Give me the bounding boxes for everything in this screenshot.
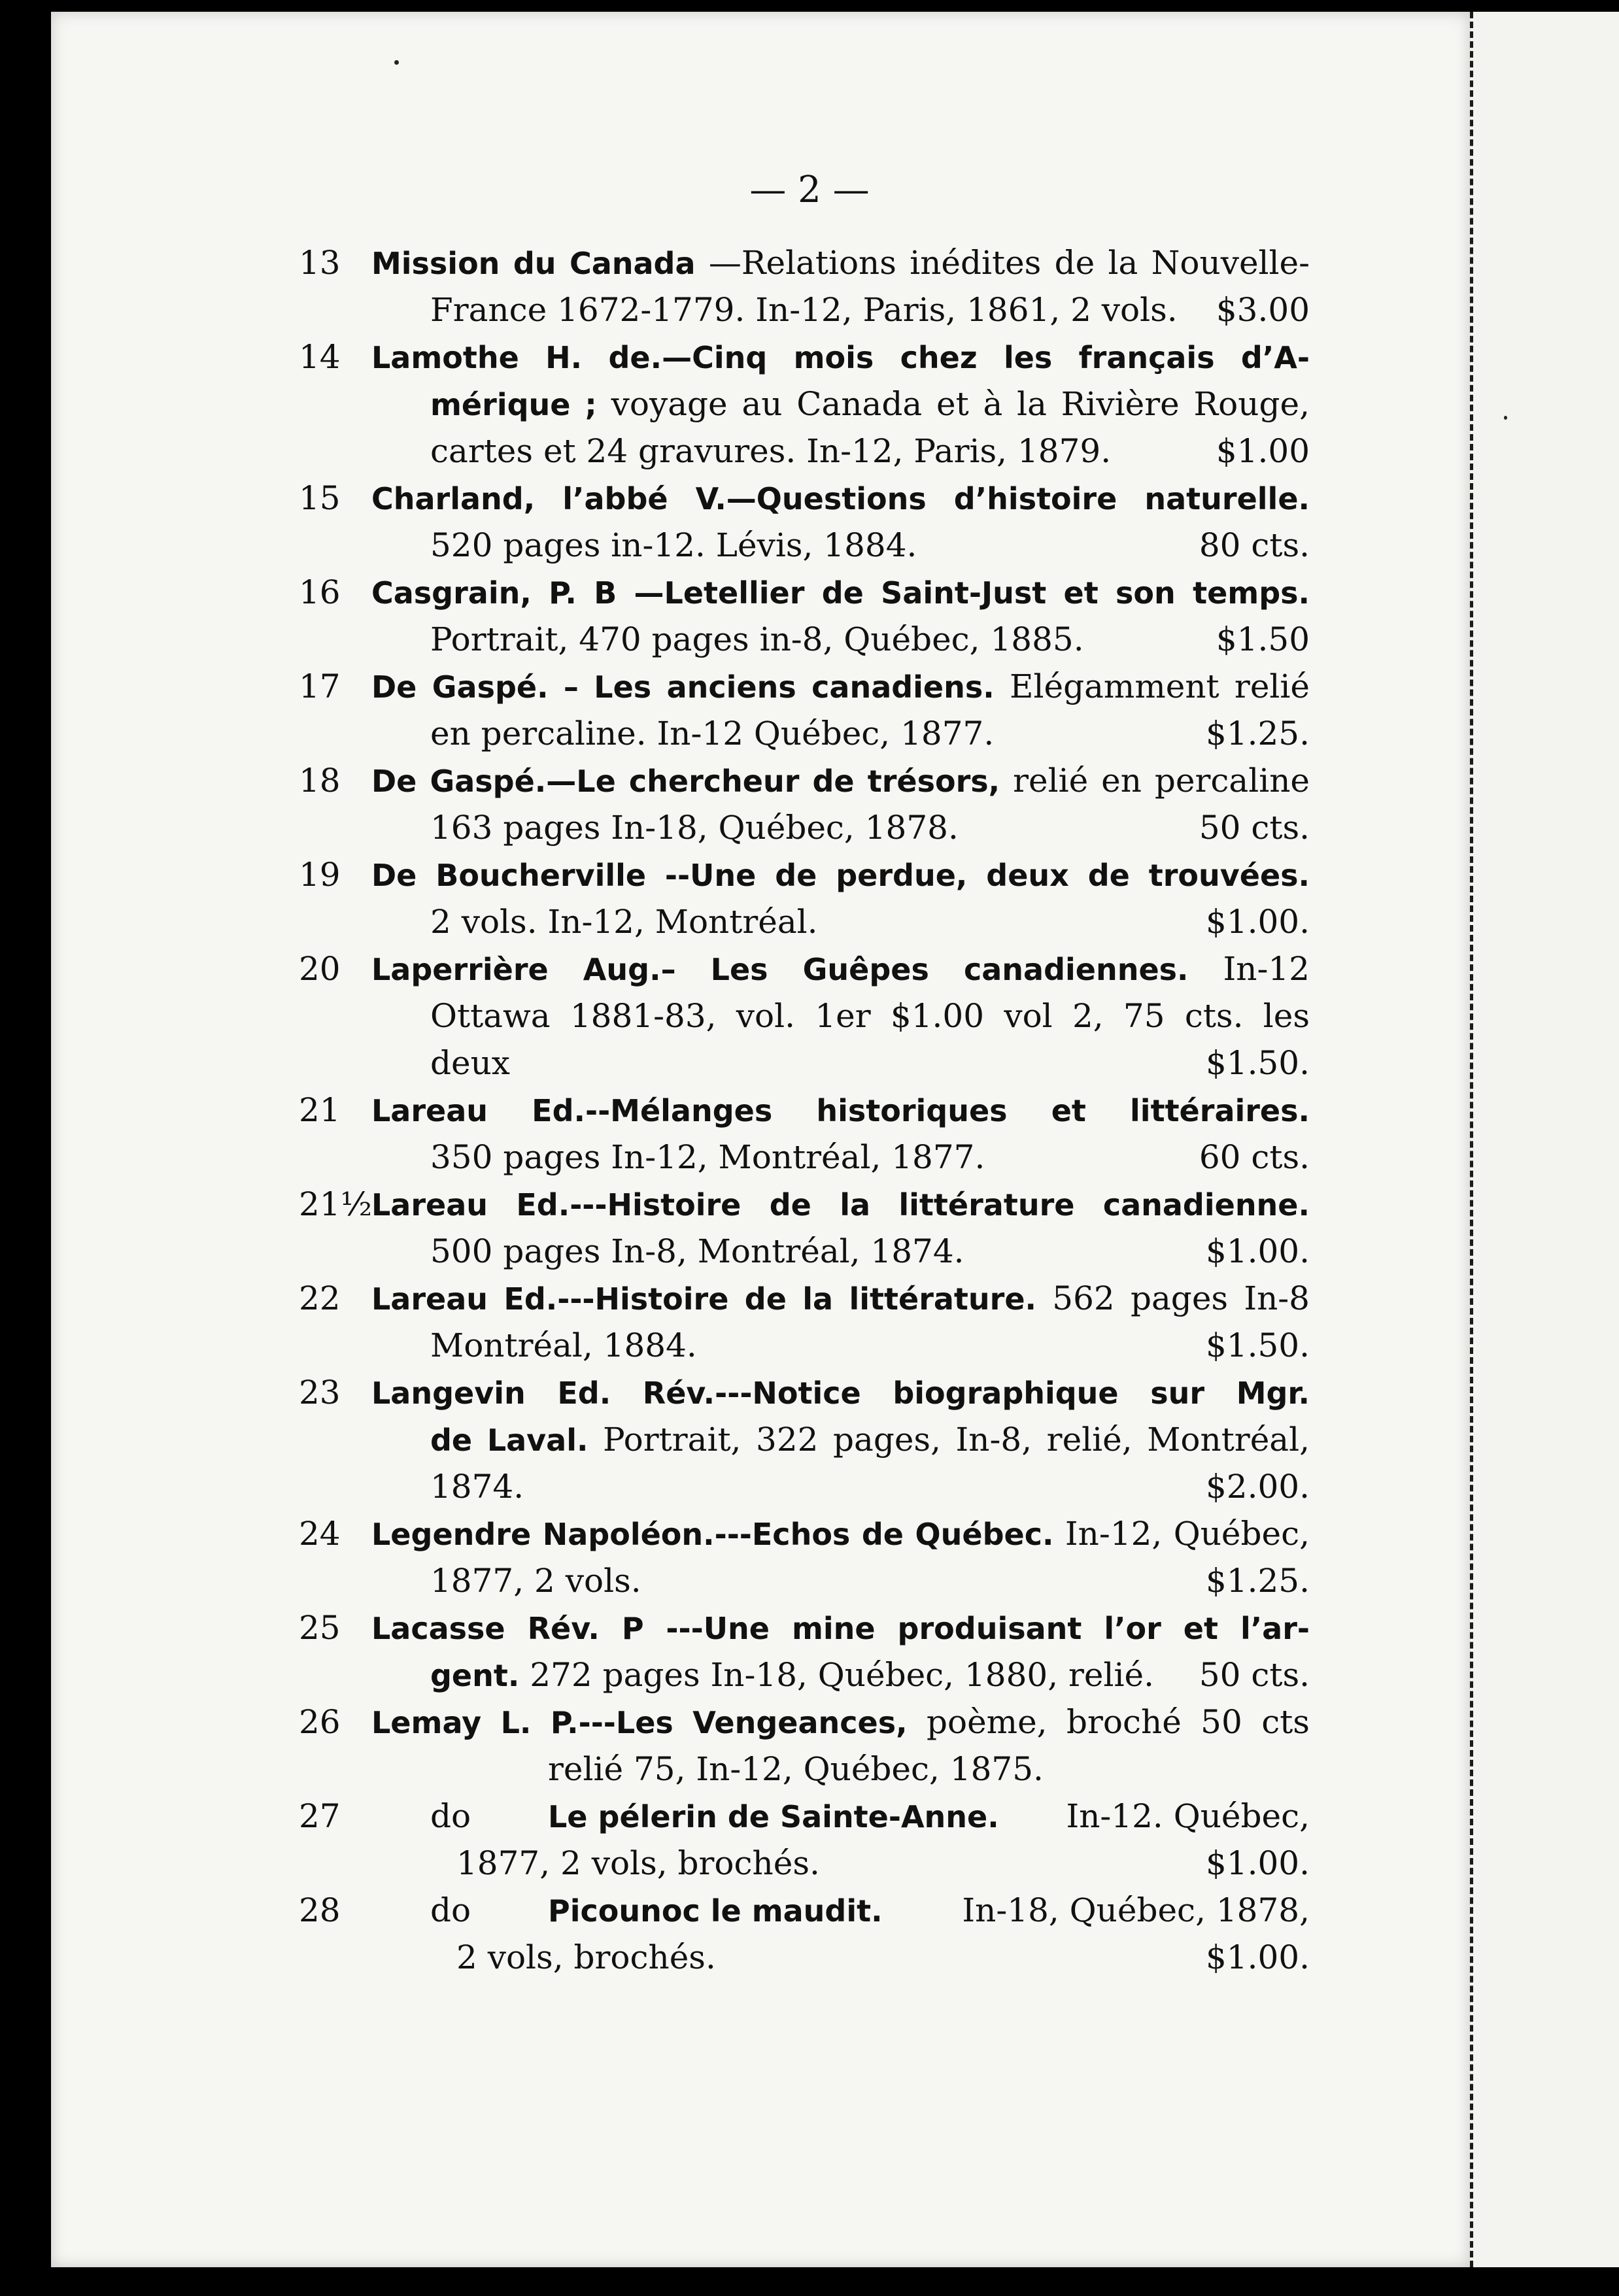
entry-details: Montréal, 1884. [430,1326,697,1364]
catalog-entry-27 [299,1793,1310,1887]
entry-price: 60 cts. [1199,1138,1310,1176]
catalog-entry-20 [299,945,1310,1087]
entry-title: – Les Guêpes canadiennes. [660,952,1189,987]
entry-description: poème, broché 50 cts [926,1703,1310,1741]
entry-description: In-12. Québec, [1066,1797,1310,1835]
entry-details: Portrait, 470 pages in-8, Québec, 1885. [430,620,1084,658]
entry-title: ---Une mine produisant l’or et l’ar- [666,1611,1310,1646]
entry-author: De Boucherville [371,858,647,893]
entry-details: 1874. [430,1468,524,1506]
entry-price: $1.00. [1205,1938,1310,1976]
entry-details: 163 pages In-18, Québec, 1878. [430,809,959,847]
entry-author: Lareau Ed. [371,1187,570,1223]
entry-details: 272 pages In-18, Québec, 1880, relié. [530,1656,1154,1694]
entry-details: voyage au Canada et à la Rivière Rouge, [611,385,1310,423]
entry-price: $1.00 [1216,432,1310,470]
entry-title: ---Notice biographique sur Mgr. [715,1376,1310,1411]
entry-description: In-18, Québec, 1878, [962,1891,1310,1929]
ditto-mark: do [430,1891,471,1929]
entry-author: Lareau Ed. [371,1093,585,1128]
catalog-entry-21 [299,1087,1310,1181]
entry-details: cartes et 24 gravures. In-12, Paris, 1879. [430,432,1112,470]
entry-title-continued: de Laval. [430,1423,588,1458]
entry-details: Portrait, 322 pages, In-8, relié, Montréal, [603,1421,1310,1459]
catalog-entry-22 [299,1275,1310,1369]
entry-title: —Questions d’histoire naturelle. [726,481,1310,516]
entry-number: 28 [299,1891,341,1929]
entry-details: 520 pages in-12. Lévis, 1884. [430,526,917,564]
entry-author: De Gaspé. [371,764,547,799]
entry-price: $3.00 [1216,291,1310,329]
entry-number: 13 [299,244,341,282]
entry-details: 2 vols. In-12, Montréal. [430,903,818,941]
entry-number: 21 [299,1091,341,1129]
ink-speck [394,60,399,65]
entry-title: —Cinq mois chez les français d’A- [662,340,1310,375]
catalog-entry-19 [299,851,1310,945]
catalog-entry-18 [299,757,1310,851]
entry-title: Picounoc le maudit. [548,1893,883,1929]
entry-author: De Gaspé. [371,669,549,705]
entry-title: ---Histoire de la littérature. [557,1281,1037,1317]
entry-number: 25 [299,1609,341,1647]
entry-description: relié en percaline [1013,762,1310,800]
entry-price: $1.50 [1216,620,1310,658]
entry-title: – Les anciens canadiens. [563,669,995,705]
entry-price: $1.25. [1205,1562,1310,1600]
entry-number: 24 [299,1515,341,1553]
page-number: — 2 — [749,169,870,211]
entry-price: $1.25. [1205,715,1310,752]
entry-title: ---Histoire de la littérature canadienne. [570,1187,1310,1223]
entry-title: --Mélanges historiques et littéraires. [585,1093,1310,1128]
entry-price: 50 cts. [1199,809,1310,847]
entry-number: 20 [299,950,341,988]
entry-number: 23 [299,1374,341,1411]
entry-title-continued: gent. [430,1658,520,1693]
adjacent-page-edge [1470,12,1619,2267]
entry-author: Charland, l’abbé V. [371,481,726,516]
catalog-entry-28 [299,1887,1310,1981]
entry-number: 19 [299,856,341,894]
entry-author: Lamothe H. de. [371,340,662,375]
catalog-entry-26 [299,1698,1310,1793]
catalog-entry-24 [299,1510,1310,1604]
entry-details: France 1672-1779. In-12, Paris, 1861, 2 vols. [430,291,1178,329]
entry-number: 15 [299,479,341,517]
entry-price: $1.00. [1205,1844,1310,1882]
entry-description: —Relations inédites de la Nouvelle- [708,244,1310,282]
entry-price: $1.00. [1205,903,1310,941]
entry-details: 1877, 2 vols, brochés. [456,1844,820,1882]
entry-title-continued: mérique ; [430,387,597,422]
entry-author: Mission du Canada [371,246,696,281]
entry-price: 50 cts. [1199,1656,1310,1694]
entry-description: Elégamment relié [1010,667,1310,705]
ink-speck [1504,416,1507,420]
entry-description: In-12 [1223,950,1310,988]
entry-description: 562 pages In-8 [1052,1279,1310,1317]
entry-number: 14 [299,338,341,376]
catalog-entry-16 [299,569,1310,663]
entry-details: 1877, 2 vols. [430,1562,641,1600]
catalog-entry-25 [299,1604,1310,1698]
entry-number: 17 [299,667,341,705]
entry-number: 26 [299,1703,341,1741]
entry-details: 500 pages In-8, Montréal, 1874. [430,1232,964,1270]
entry-details: 2 vols, brochés. [456,1938,716,1976]
entry-number: 27 [299,1797,341,1835]
entry-price: 80 cts. [1199,526,1310,564]
catalog-entry-13 [299,239,1310,333]
entry-title: Le pélerin de Sainte-Anne. [548,1799,999,1834]
entry-title: --Une de perdue, deux de trouvées. [664,858,1310,893]
entry-number: 21½ [299,1185,373,1223]
entry-description: In-12, Québec, [1065,1515,1310,1553]
entry-author: Langevin Ed. Rév. [371,1376,715,1411]
entry-author: Laperrière Aug. [371,952,661,987]
entry-number: 16 [299,573,341,611]
entry-title: —Le chercheur de trésors, [546,764,1000,799]
catalog-entry-17 [299,663,1310,757]
entry-number: 18 [299,762,341,800]
catalog-entry-23 [299,1369,1310,1510]
entry-author: Lemay L. P. [371,1705,579,1740]
entry-author: Lacasse Rév. P [371,1611,644,1646]
entry-title: —Letellier de Saint-Just et son temps. [634,575,1310,611]
entry-title: ---Les Vengeances, [578,1705,908,1740]
entry-price: $1.50. [1205,1044,1310,1082]
entry-title: ---Echos de Québec. [714,1517,1054,1552]
entry-number: 22 [299,1279,341,1317]
entry-author: Lareau Ed. [371,1281,558,1317]
catalog-entry-15 [299,475,1310,569]
catalog-entry-14 [299,333,1310,475]
entry-author: Casgrain, P. B [371,575,617,611]
entry-details: Ottawa 1881-83, vol. 1er $1.00 vol 2, 75 cts. les deux [430,997,1310,1082]
entry-details: relié 75, In-12, Québec, 1875. [548,1750,1044,1788]
entry-price: $1.50. [1205,1326,1310,1364]
entry-details: 350 pages In-12, Montréal, 1877. [430,1138,985,1176]
entry-details: en percaline. In-12 Québec, 1877. [430,715,995,752]
entry-price: $2.00. [1205,1468,1310,1506]
entry-price: $1.00. [1205,1232,1310,1270]
entry-author: Legendre Napoléon. [371,1517,715,1552]
catalog-entry-21-half [299,1181,1310,1275]
ditto-mark: do [430,1797,471,1835]
